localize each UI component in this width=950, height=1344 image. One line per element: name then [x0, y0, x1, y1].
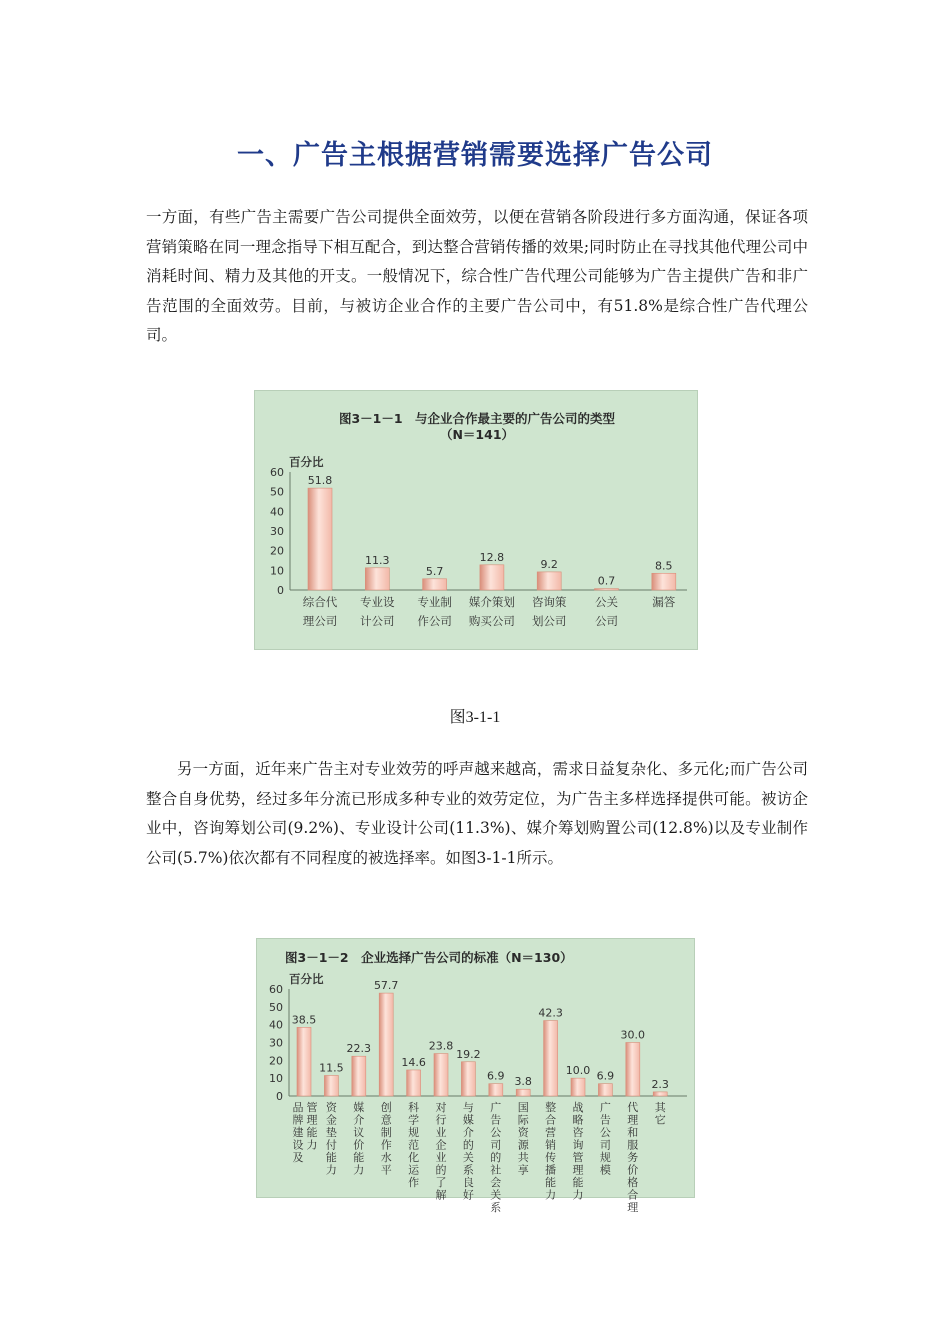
category-label: 专业制	[417, 595, 452, 609]
category-label: 划公司	[531, 614, 567, 628]
bar	[461, 1062, 475, 1096]
bar-value-label: 38.5	[291, 1013, 317, 1027]
bar	[652, 573, 676, 590]
page-title: 一、广告主根据营销需要选择广告公司	[237, 140, 713, 171]
category-label: 综合代	[302, 595, 338, 609]
y-tick-label: 20	[269, 1054, 283, 1068]
bar	[423, 579, 447, 590]
bar	[516, 1089, 530, 1096]
category-label: 咨询策	[531, 595, 567, 609]
bar	[489, 1084, 503, 1096]
category-label: 媒介策划	[468, 595, 515, 609]
bar	[595, 589, 619, 590]
bar-value-label: 51.8	[307, 474, 333, 488]
category-label: 资金垫付能力	[325, 1101, 337, 1177]
bar-value-label: 6.9	[487, 1069, 505, 1083]
category-label: 购买公司	[468, 614, 515, 628]
bar	[324, 1075, 338, 1096]
bar	[308, 488, 332, 590]
category-label: 科学规范化运作	[408, 1101, 420, 1189]
chart-agency-types	[254, 390, 698, 650]
bar	[544, 1021, 558, 1096]
second-paragraph: 另一方面，近年来广告主对专业效劳的呼声越来越高，需求日益复杂化、多元化;而广告公司整合自身优势，经过多年分流已形成多种专业的效劳定位，为广告主多样选择提供可能。被访企业中，咨询筹划公司(9.2%)、专业设计公司(11.3%)、媒介筹划购置公司(12.8%)以及专业制作公司(5.7%)依次都有不同程度的被选择率。如图3-1-1所示。	[146, 760, 808, 867]
chart-selection-criteria	[256, 938, 695, 1214]
category-label: 其它	[654, 1101, 666, 1127]
chart-agency-types-svg	[255, 391, 699, 651]
bar	[598, 1084, 612, 1096]
bar-value-label: 11.3	[365, 553, 390, 567]
y-tick-label: 40	[269, 1018, 283, 1032]
bar	[537, 572, 561, 590]
category-label: 公关	[595, 595, 618, 609]
bar-value-label: 57.7	[373, 979, 399, 993]
y-tick-label: 60	[269, 983, 283, 996]
bar-value-label: 5.7	[425, 564, 444, 578]
bar-value-label: 0.7	[597, 574, 616, 588]
y-tick-label: 60	[270, 466, 284, 479]
chart-selection-criteria-svg	[257, 939, 696, 1214]
bar	[480, 565, 504, 590]
category-label: 专业设	[360, 595, 395, 609]
bar-value-label: 3.8	[514, 1075, 532, 1089]
category-label: 计公司	[360, 614, 395, 628]
category-label: 整合营销传播能力	[545, 1101, 557, 1202]
category-label: 作公司	[417, 614, 452, 628]
bar-value-label: 11.5	[319, 1061, 344, 1075]
bar-value-label: 42.3	[538, 1006, 563, 1020]
bar	[434, 1054, 448, 1096]
category-label: 对行业企业的了解	[435, 1101, 447, 1202]
bar-value-label: 8.5	[655, 559, 673, 573]
bar-value-label: 10.0	[565, 1064, 591, 1078]
bar-value-label: 30.0	[620, 1028, 646, 1042]
bar-value-label: 6.9	[596, 1069, 615, 1083]
y-axis-label: 百分比	[289, 455, 324, 469]
category-label: 媒介议价能力	[353, 1101, 365, 1177]
bar-value-label: 2.3	[651, 1077, 669, 1091]
bar-value-label: 9.2	[540, 557, 558, 571]
y-tick-label: 40	[270, 505, 284, 519]
y-tick-label: 20	[270, 544, 284, 558]
y-tick-label: 0	[277, 584, 284, 597]
category-label: 公司	[595, 614, 618, 628]
bar-value-label: 23.8	[428, 1039, 454, 1053]
bar-value-label: 14.6	[401, 1055, 426, 1069]
figure-caption: 图3-1-1	[449, 709, 501, 726]
category-label: 广告公司的社会关系	[490, 1101, 502, 1214]
bar	[352, 1056, 366, 1096]
bar-value-label: 22.3	[346, 1042, 372, 1056]
intro-paragraph: 一方面，有些广告主需要广告公司提供全面效劳，以便在营销各阶段进行多方面沟通，保证各项营销策略在同一理念指导下相互配合，到达整合营销传播的效果;同时防止在寻找其他代理公司中消耗时间、精力及其他的开支。一般情况下，综合性广告代理公司能够为广告主提供广告和非广告范围的全面效劳。目前，与被访企业合作的主要广告公司中，有51.8%是综合性广告代理公司。	[146, 208, 808, 344]
bar	[626, 1043, 640, 1097]
y-tick-label: 30	[269, 1036, 283, 1050]
chart-title: 图3－1－2 企业选择广告公司的标准（N＝130）	[285, 950, 573, 965]
y-tick-label: 10	[269, 1072, 283, 1086]
category-label: 漏答	[652, 595, 676, 609]
y-tick-label: 0	[276, 1090, 283, 1103]
category-label: 品牌建设及	[292, 1101, 304, 1164]
category-label: 与媒介的关系良好	[462, 1101, 474, 1202]
y-tick-label: 30	[270, 525, 284, 538]
bar	[653, 1092, 667, 1096]
bar	[571, 1078, 585, 1096]
bar	[407, 1070, 421, 1096]
bar	[297, 1027, 311, 1096]
category-label: 代理和服务价格合理	[627, 1101, 639, 1214]
bar-value-label: 19.2	[456, 1047, 481, 1061]
bar	[379, 993, 393, 1096]
category-label: 广告公司规模	[599, 1101, 611, 1177]
y-tick-label: 10	[270, 564, 284, 578]
category-label: 理公司	[302, 614, 338, 628]
category-label: 创意制作水平	[380, 1101, 392, 1177]
bar-value-label: 12.8	[479, 550, 505, 564]
category-label: 国际资源共享	[517, 1101, 529, 1177]
chart-title: 图3－1－1 与企业合作最主要的广告公司的类型	[338, 411, 616, 426]
y-axis-label: 百分比	[289, 972, 324, 986]
bar	[365, 568, 389, 590]
category-label: 管理能力	[306, 1101, 318, 1152]
y-tick-label: 50	[270, 485, 284, 499]
category-label: 战略咨询管理能力	[572, 1101, 584, 1202]
chart-subtitle: （N＝141）	[439, 427, 515, 442]
y-tick-label: 50	[269, 1000, 283, 1014]
